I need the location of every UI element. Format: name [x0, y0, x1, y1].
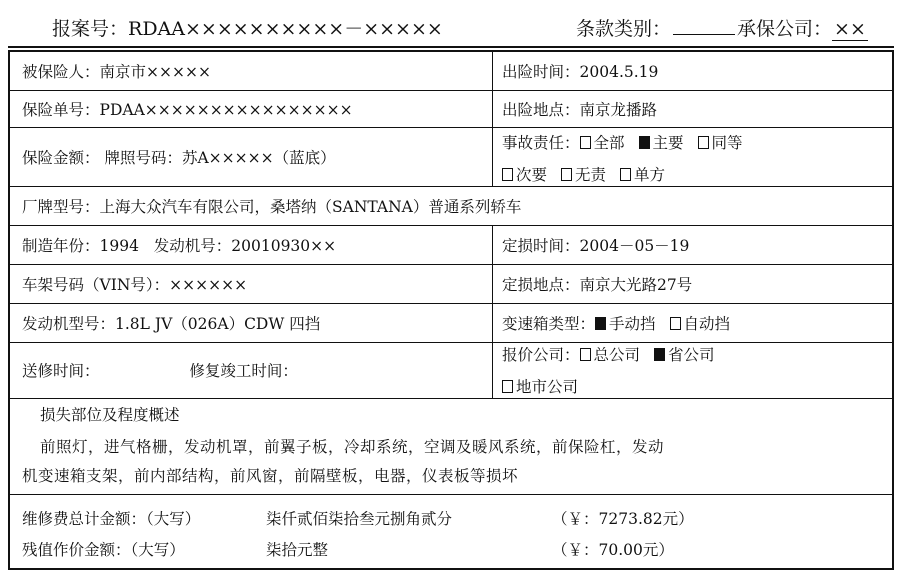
engine-model-value: 1.8L JV（026A）CDW 四挡 — [115, 315, 321, 333]
quote-company-label: 报价公司： — [502, 346, 580, 364]
damage-line-1: 前照灯，进气格栅，发动机罩，前翼子板，冷却系统，空调及暖风系统，前保险杠，发动 — [40, 438, 665, 456]
gearbox-option-label: 自动挡 — [683, 315, 731, 333]
plate-value: 苏A×××××（蓝底） — [181, 149, 336, 167]
accident-time-cell — [502, 62, 658, 82]
accident-place-label: 出险地点： — [502, 101, 580, 119]
policy-number-cell — [22, 100, 353, 120]
header-rule — [8, 46, 894, 48]
plate-label: 牌照号码： — [104, 149, 182, 167]
brand-model-label: 厂牌型号： — [22, 198, 100, 216]
checkbox-unchecked-icon — [670, 317, 681, 330]
checkbox-unchecked-icon — [580, 348, 591, 361]
assess-time-value: 2004－05－19 — [579, 237, 690, 255]
liability-option-label: 单方 — [634, 166, 666, 184]
row-divider — [10, 127, 892, 128]
row-divider — [10, 342, 892, 343]
row-divider — [10, 264, 892, 265]
vin-value: ×××××× — [169, 276, 248, 294]
checkbox-checked-icon — [595, 317, 606, 330]
checkbox-unchecked-icon — [561, 168, 572, 181]
assess-place-value: 南京大光路27号 — [579, 276, 693, 294]
insurer-value: ×× — [834, 18, 866, 40]
row-divider — [10, 225, 892, 226]
repair-complete-label: 修复竣工时间： — [189, 362, 298, 380]
checkbox-checked-icon — [654, 348, 665, 361]
repair-total-number: （￥：7273.82元） — [552, 510, 694, 528]
quote-option-label: 地市公司 — [516, 378, 579, 396]
accident-place-value: 南京龙播路 — [579, 101, 658, 119]
checkbox-unchecked-icon — [620, 168, 631, 181]
manufacture-year-cell — [22, 236, 336, 256]
brand-model-cell — [22, 197, 521, 217]
clause-type — [576, 14, 868, 41]
repair-total-words: 柒仟贰佰柒拾叁元捌角贰分 — [266, 510, 453, 528]
salvage-number: （￥：70.00元） — [552, 541, 674, 559]
gearbox-option-manual[interactable] — [595, 315, 656, 333]
liability-cell-line2 — [502, 165, 679, 185]
liability-option-label: 主要 — [652, 134, 684, 152]
manufacture-year-value: 1994 — [99, 237, 139, 255]
clause-type-blank — [673, 18, 735, 35]
assess-time-label: 定损时间： — [502, 237, 580, 255]
clause-type-label: 条款类别： — [576, 18, 672, 40]
row-divider — [10, 398, 892, 399]
liability-option-single[interactable] — [620, 166, 665, 184]
report-number — [52, 14, 443, 41]
engine-number-label: 发动机号： — [153, 237, 232, 255]
damage-title: 损失部位及程度概述 — [40, 406, 180, 424]
insurer-label: 承保公司： — [737, 18, 833, 40]
salvage-words: 柒拾元整 — [266, 541, 329, 559]
damage-line-2: 机变速箱支架，前内部结构，前风窗，前隔壁板，电器，仪表板等损坏 — [22, 467, 519, 485]
gearbox-cell — [502, 314, 744, 334]
liability-option-label: 同等 — [711, 134, 743, 152]
column-divider — [492, 225, 493, 398]
assess-place-label: 定损地点： — [502, 276, 580, 294]
insured-cell — [22, 62, 211, 82]
report-number-value: RDAA××××××××××－××××× — [128, 18, 443, 40]
salvage-label: 残值作价金额：（大写） — [22, 541, 185, 559]
liability-option-equal[interactable] — [698, 134, 743, 152]
insured-amount-cell — [22, 148, 336, 168]
insured-label: 被保险人： — [22, 63, 100, 81]
gearbox-label: 变速箱类型： — [502, 315, 596, 333]
gearbox-option-label: 手动挡 — [609, 315, 656, 333]
brand-model-value: 上海大众汽车有限公司，桑塔纳（SANTANA）普通系列轿车 — [99, 198, 522, 216]
liability-label: 事故责任： — [502, 134, 580, 152]
manufacture-year-label: 制造年份： — [22, 237, 100, 255]
repair-total-label: 维修费总计金额：（大写） — [22, 510, 201, 528]
repair-time-cell — [22, 361, 298, 381]
vin-cell — [22, 275, 247, 295]
engine-number-value: 20010930×× — [231, 237, 337, 255]
accident-time-label: 出险时间： — [502, 63, 580, 81]
repair-total-cell — [22, 509, 200, 529]
damage-assessment-form — [8, 50, 894, 570]
liability-option-major[interactable] — [639, 134, 684, 152]
liability-option-none[interactable] — [561, 166, 606, 184]
quote-option-label: 总公司 — [593, 346, 641, 364]
row-divider — [10, 186, 892, 187]
engine-model-cell — [22, 314, 320, 334]
liability-cell — [502, 133, 757, 153]
accident-time-value: 2004.5.19 — [579, 63, 659, 81]
liability-option-label: 无责 — [575, 166, 607, 184]
checkbox-unchecked-icon — [698, 136, 709, 149]
row-divider — [10, 494, 892, 495]
quote-company-cell — [502, 345, 729, 365]
column-divider — [492, 52, 493, 186]
checkbox-unchecked-icon — [580, 136, 591, 149]
insured-value: 南京市××××× — [99, 63, 211, 81]
insured-amount-label: 保险金额： — [22, 149, 100, 167]
quote-option-provincial[interactable] — [654, 346, 715, 364]
checkbox-checked-icon — [639, 136, 650, 149]
quote-option-head-office[interactable] — [580, 346, 641, 364]
quote-option-label: 省公司 — [668, 346, 715, 364]
policy-number-label: 保险单号： — [22, 101, 100, 119]
liability-option-label: 全部 — [593, 134, 625, 152]
accident-place-cell — [502, 100, 657, 120]
liability-option-minor[interactable] — [502, 166, 547, 184]
row-divider — [10, 90, 892, 91]
gearbox-option-automatic[interactable] — [670, 315, 731, 333]
checkbox-unchecked-icon — [502, 380, 513, 393]
report-number-label: 报案号： — [52, 18, 129, 40]
engine-model-label: 发动机型号： — [22, 315, 116, 333]
liability-option-all[interactable] — [580, 134, 625, 152]
checkbox-unchecked-icon — [502, 168, 513, 181]
assess-time-cell — [502, 236, 689, 256]
vin-label: 车架号码（VIN号）： — [22, 276, 170, 294]
liability-option-label: 次要 — [516, 166, 548, 184]
form-header — [0, 10, 907, 42]
row-divider — [10, 303, 892, 304]
policy-number-value: PDAA×××××××××××××××× — [99, 101, 353, 119]
quote-company-cell-line2 — [502, 377, 592, 397]
salvage-cell — [22, 540, 185, 560]
assess-place-cell — [502, 275, 692, 295]
send-repair-label: 送修时间： — [22, 362, 100, 380]
quote-option-city[interactable] — [502, 378, 578, 396]
